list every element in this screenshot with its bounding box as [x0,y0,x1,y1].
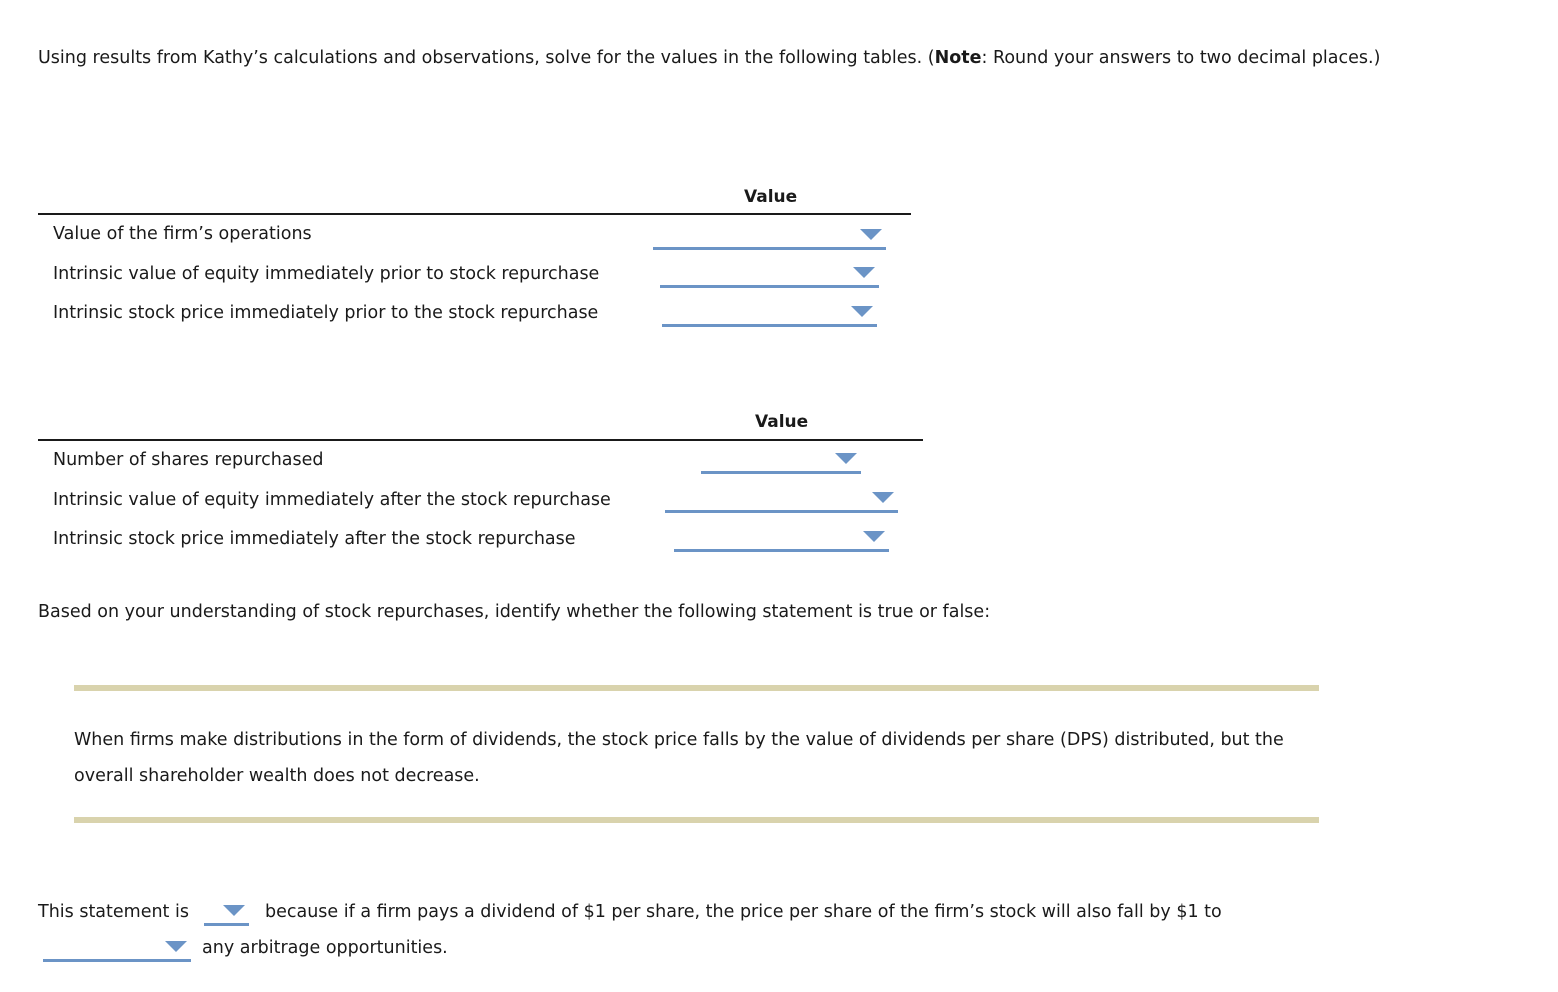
stock-price-after-dropdown[interactable] [674,527,889,552]
true-false-prompt: Based on your understanding of stock repurchases, identify whether the following statement is true or false: [38,602,991,622]
table1-row-label: Intrinsic stock price immediately prior to the stock repurchase [53,303,599,323]
statement-bottom-bar [74,817,1319,823]
chevron-down-icon [223,905,245,916]
chevron-down-icon [863,531,885,542]
table1-header-rule [38,213,911,215]
statement-text: When firms make distributions in the form of dividends, the stock price falls by the value of dividends per share (DPS) distributed, but the overall shareholder wealth does not decrease. [74,730,1284,786]
chevron-down-icon [165,941,187,952]
chevron-down-icon [860,229,882,240]
table1-row-label: Intrinsic value of equity immediately prior to stock repurchase [53,264,600,284]
chevron-down-icon [835,453,857,464]
stock-price-prior-dropdown[interactable] [662,302,877,327]
instructions-paragraph [38,40,1398,76]
equity-value-after-dropdown[interactable] [665,488,898,513]
chevron-down-icon [851,306,873,317]
note-label: Note [934,48,982,68]
arbitrage-dropdown[interactable] [43,937,191,962]
true-false-dropdown[interactable] [204,901,249,926]
table2-row-label: Number of shares repurchased [53,450,324,470]
chevron-down-icon [853,267,875,278]
shares-repurchased-dropdown[interactable] [701,449,861,474]
intro-text-after: : Round your answers to two decimal places.) [981,48,1381,68]
table2-header-rule [38,439,923,441]
answer-prefix: This statement is [38,902,189,922]
chevron-down-icon [872,492,894,503]
table1-value-header: Value [744,187,798,207]
answer-middle: because if a firm pays a dividend of $1 per share, the price per share of the firm’s stock will also fall by $1 to [265,902,1222,922]
table2-value-header: Value [755,412,809,432]
equity-value-prior-dropdown[interactable] [660,263,879,288]
statement-top-bar [74,685,1319,691]
table2-row-label: Intrinsic value of equity immediately after the stock repurchase [53,490,611,510]
table1-row-label: Value of the firm’s operations [53,224,312,244]
answer-suffix: any arbitrage opportunities. [202,938,448,958]
table2-row-label: Intrinsic stock price immediately after the stock repurchase [53,529,576,549]
intro-text-before: Using results from Kathy’s calculations and observations, solve for the values in the following tables. ( [38,48,935,68]
firm-operations-value-dropdown[interactable] [653,225,886,250]
